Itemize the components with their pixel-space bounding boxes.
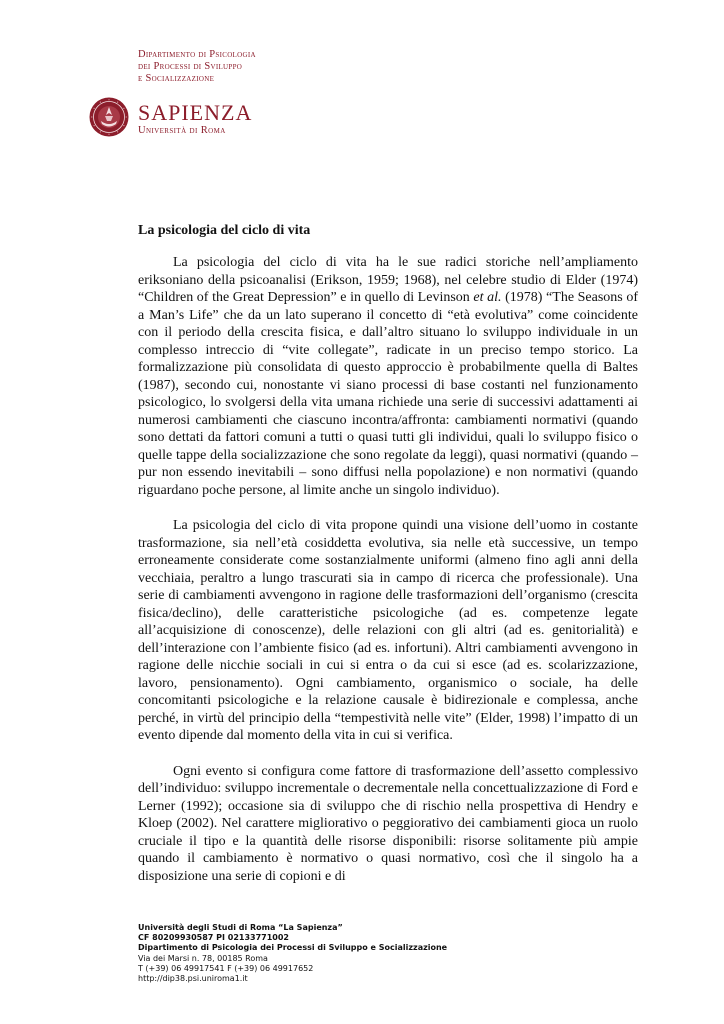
document-title: La psicologia del ciclo di vita	[138, 223, 311, 238]
footer-fiscal-codes: CF 80209930587 PI 02133771002	[138, 933, 289, 943]
department-line: e Socializzazione	[138, 73, 215, 84]
university-brand	[138, 102, 252, 137]
paragraph	[138, 254, 638, 499]
paragraph-1-text: La psicologia del ciclo di vita ha le sue radici storiche nell’ampliamento eriksoniano della psicoanalisi (Erikson, 1959; 1968), nel celebre studio di Elder (1974) “Children of the Great Depression” e in quello di Levinson et al. (1978) “The Seasons of a Man’s Life” che da un lato superano il concetto di “età evolutiva” come coincidente con il periodo della crescita fisica, e dall’altro situano lo sviluppo individuale in un complesso intreccio di “vite collegate”, radicate in un preciso tempo storico. La formalizzazione più consolidata di questo approccio è probabilmente quella di Baltes (1987), secondo cui, nonostante vi siano processi di base costanti nel funzionamento psicologico, lo svolgersi della vita umana richiede una serie di successivi adattamenti ai numerosi cambiamenti che ciascuno incontra/affronta: cambiamenti normativi (quando sono dettati da fattori comuni a tutti o quasi tutti gli individui, quali lo sviluppo fisico o quelle tappe della socializzazione che sono regolate da leggi), quasi normativi (quando – pur non essendo inevitabili – sono diffusi nella popolazione) e non normativi (quando riguardano poche persone, al limite anche un singolo individuo).	[138, 255, 639, 498]
department-line: Dipartimento di Psicologia	[138, 49, 256, 60]
department-line: dei Processi di Sviluppo	[138, 61, 243, 72]
footer-department: Dipartimento di Psicologia dei Processi di Sviluppo e Socializzazione	[138, 943, 448, 953]
paragraph: La psicologia del ciclo di vita propone quindi una visione dell’uomo in costante trasformazione, sia nell’età cosiddetta evolutiva, sia nelle età successive, un tempo erroneamente considerate come sostanzialmente uniformi (almeno fino agli anni della vecchiaia, peraltro a lungo trascurati sia in campo di ricerca che professionale). Una serie di cambiamenti avvengono in ragione delle trasformazioni dell’organismo (crescita fisica/declino), delle caratteristiche psicologiche (ad es. competenze legate all’acquisizione di conoscenze), delle relazioni con gli altri (ad es. genitorialità) e dell’interazione con l’ambiente fisico (ad es. infortuni). Altri cambiamenti avvengono in ragione delle nicchie sociali in cui si entra o da cui si esce (ad es. scolarizzazione, lavoro, pensionamento). Ogni cambiamento, organismico o sociale, ha delle concomitanti psicologiche e la relazione causale è bidirezionale e complessa, anche perché, in virtù del principio della “tempestività nelle vite” (Elder, 1998) l’impatto di un evento dipende dal momento della vita in cui si verifica.	[138, 518, 638, 743]
italic-citation: et al.	[473, 290, 502, 305]
brand-name: SAPIENZA	[138, 100, 253, 125]
brand-subtitle: Università di Roma	[138, 125, 226, 136]
footer-phone: T (+39) 06 49917541 F (+39) 06 49917652	[138, 963, 314, 973]
footer-address: Via dei Marsi n. 78, 00185 Roma	[138, 953, 268, 963]
footer	[138, 923, 558, 984]
paragraph: Ogni evento si configura come fattore di trasformazione dell’assetto complessivo dell’individuo: sviluppo incrementale o decrementale nella concettualizzazione di Ford e Lerner (1992); occasione sia di sviluppo che di rischio nella prospettiva di Hendry e Kloep (2002). Nel carattere migliorativo o peggiorativo dei cambiamenti gioca un ruolo cruciale il tipo e la quantità delle risorse disponibili: risorse solitamente più ampie quando il cambiamento è normativo o quasi normativo, così che il singolo ha a disposizione una serie di copioni e di	[138, 763, 638, 884]
footer-website-link[interactable]: http://dip38.psi.uniroma1.it	[138, 974, 248, 984]
university-seal-icon	[89, 97, 129, 137]
footer-university: Università degli Studi di Roma “La Sapienza”	[138, 923, 343, 932]
department-name	[138, 49, 378, 85]
document-body	[138, 222, 638, 885]
